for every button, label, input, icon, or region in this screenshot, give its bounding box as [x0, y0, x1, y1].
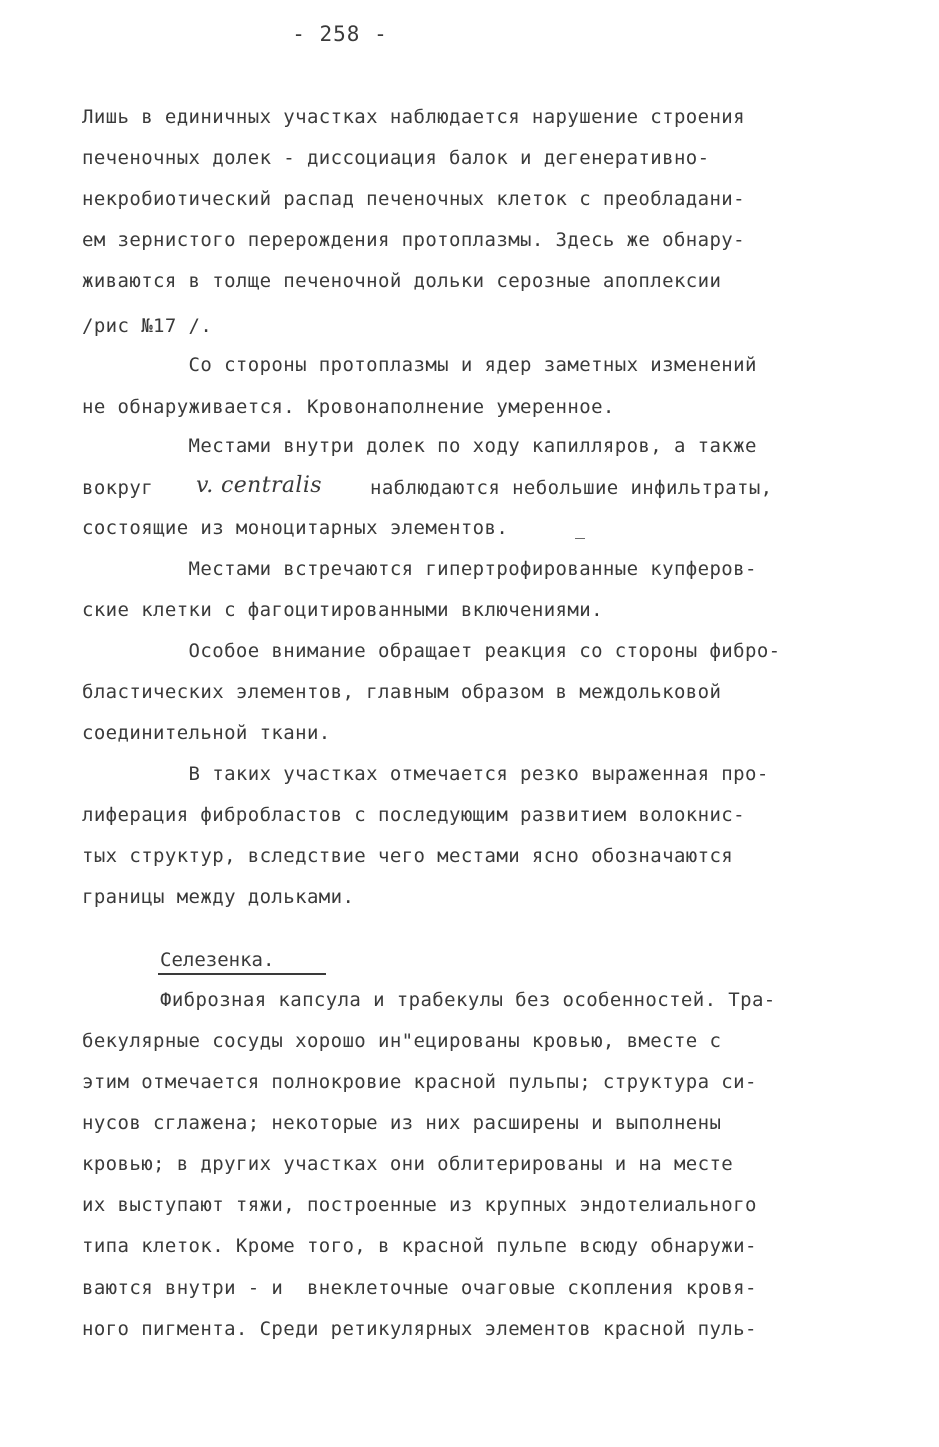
- text-line: вокруг: [82, 477, 154, 499]
- text-line: /рис №17 /.: [82, 315, 213, 337]
- page-number: - 258 -: [292, 22, 388, 46]
- text-line: В таких участках отмечается резко выраженная про-: [82, 763, 769, 785]
- text-line: этим отмечается полнокровие красной пульпы; структура си-: [82, 1071, 757, 1093]
- text-line: границы между дольками.: [82, 886, 355, 908]
- text-line: ем зернистого перерождения протоплазмы. Здесь же обнару-: [82, 229, 745, 251]
- text-line: соединительной ткани.: [82, 722, 331, 744]
- text-line: ские клетки с фагоцитированными включениями.: [82, 599, 603, 621]
- text-line: Фиброзная капсула и трабекулы без особенностей. Тра-: [160, 989, 776, 1011]
- text-line: ваются внутри - и внеклеточные очаговые скопления кровя-: [82, 1277, 757, 1299]
- text-line: Особое внимание обращает реакция со стороны фибро-: [82, 640, 781, 662]
- text-line: Лишь в единичных участках наблюдается нарушение строения: [82, 106, 745, 128]
- text-line: некробиотический распад печеночных клеток с преобладани-: [82, 188, 745, 210]
- text-line: тых структур, вследствие чего местами ясно обозначаются: [82, 845, 734, 867]
- handwritten-term: v. centralis: [196, 473, 322, 498]
- section-heading: Селезенка.: [160, 949, 275, 971]
- text-line: кровью; в других участках они облитерированы и на месте: [82, 1153, 734, 1175]
- text-line: наблюдаются небольшие инфильтраты,: [370, 477, 773, 499]
- heading-underline: [158, 973, 326, 975]
- text-line: Местами внутри долек по ходу капилляров, а также: [82, 435, 757, 457]
- text-line: бекулярные сосуды хорошо ин"ецированы кровью, вместе с: [82, 1030, 722, 1052]
- text-line: состоящие из моноцитарных элементов.: [82, 517, 509, 539]
- text-line: типа клеток. Кроме того, в красной пульпе всюду обнаружи-: [82, 1235, 757, 1257]
- ink-mark: [575, 538, 585, 539]
- text-line: их выступают тяжи, построенные из крупных эндотелиального: [82, 1194, 757, 1216]
- text-line: живаются в толще печеночной дольки серозные апоплексии: [82, 270, 722, 292]
- text-line: бластических элементов, главным образом в междольковой: [82, 681, 722, 703]
- text-line: печеночных долек - диссоциация балок и дегенеративно-: [82, 147, 710, 169]
- text-line: нусов сглажена; некоторые из них расширены и выполнены: [82, 1112, 722, 1134]
- text-line: Со стороны протоплазмы и ядер заметных изменений: [82, 354, 757, 376]
- text-line: не обнаруживается. Кровонаполнение умеренное.: [82, 396, 615, 418]
- text-line: ного пигмента. Среди ретикулярных элементов красной пуль-: [82, 1318, 757, 1340]
- text-line: Местами встречаются гипертрофированные купферов-: [82, 558, 757, 580]
- text-line: лиферация фибробластов с последующим развитием волокнис-: [82, 804, 745, 826]
